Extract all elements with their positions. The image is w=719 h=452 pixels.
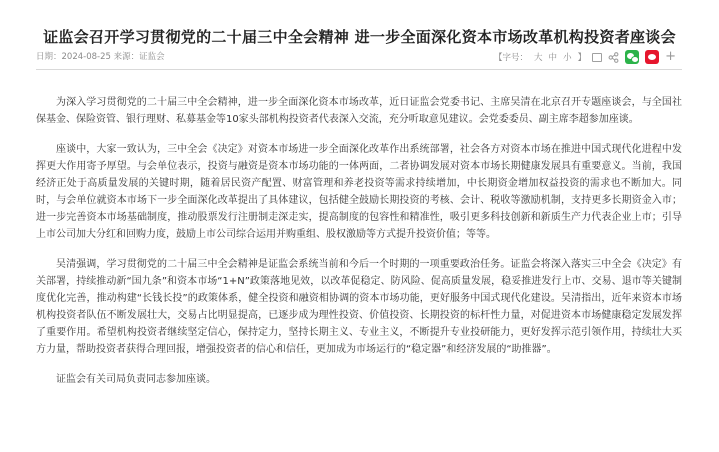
font-size-label: 【字号： <box>494 53 529 63</box>
article-tools <box>494 48 682 66</box>
article-paragraph: 为深入学习贯彻党的二十届三中全会精神，进一步全面深化资本市场改革，近日证监会党委书记、主席吴清在北京召开专题座谈会，与全国社保基金、保险资管、银行理财、私募基金等10家头部机构投资者代表深入交流，充分听取意见建议。会党委委员、副主席李超参加座谈。 <box>36 97 682 125</box>
date-label: 日期： <box>36 52 62 62</box>
font-size-medium-button[interactable]: 中 <box>548 53 558 63</box>
article-meta-bar <box>36 48 682 68</box>
article-paragraph: 座谈中，大家一致认为，三中全会《决定》对资本市场进一步全面深化改革作出系统部署，社会各方对资本市场在推进中国式现代化进程中发挥更大作用寄予厚望。与会单位表示，投资与融资是资本市场功能的一体两面，二者协调发展对资本市场长期健康发展具有重要意义。当前，我国经济正处于高质量发展的关键时期，随着居民资产配置、财富管理和养老投资等需求持续增加，中长期资金增加权益投资的需求也不断加大。同时，与会单位就资本市场下一步全面深化改革提出了具体建议，包括健全鼓励长期投资的考核、会计、税收等激励机制，支持更多长期资金入市；进一步完善资本市场基础制度，推动股票发行注册制走深走实，提高制度的包容性和精准性，吸引更多科技创新和新质生产力代表企业上市；引导上市公司加大分红和回购力度，鼓励上市公司综合运用并购重组、股权激励等方式提升投资价值；等等。 <box>36 144 682 240</box>
source-label: 来源： <box>113 52 140 62</box>
font-size-large-button[interactable]: 大 <box>534 53 543 63</box>
more-icon[interactable]: + <box>665 49 676 64</box>
article-body <box>36 94 682 401</box>
article-paragraph: 吴清强调，学习贯彻党的二十届三中全会精神是证监会系统当前和今后一个时期的一项重要政治任务。证监会将深入落实三中全会《决定》有关部署，持续推动新“国九条”和资本市场“1+N”政策落地见效，以改革促稳定、防风险、促高质量发展，稳妥推进发行上市、交易、退市等关键制度优化完善，推动构建“长钱长投”的政策体系，健全投资和融资相协调的资本市场功能，更好服务中国式现代化建设。吴清指出，近年来资本市场机构投资者队伍不断发展壮大，交易占比明显提高，已逐步成为理性投资、价值投资、长期投资的标杆性力量，对促进资本市场健康稳定发展发挥了重要作用。希望机构投资者继续坚定信心，保持定力，坚持长期主义、专业主义，不断提升专业投研能力，更好发挥示范引领作用，持续壮大买方力量，帮助投资者获得合理回报，增强投资者的信心和信任，更加成为市场运行的“稳定器”和经济发展的“助推器”。 <box>36 259 682 355</box>
font-size-close: 】 <box>577 53 587 63</box>
article-meta <box>36 50 165 62</box>
wechat-icon[interactable] <box>625 50 639 64</box>
divider <box>36 69 682 70</box>
source-name: 证监会 <box>139 52 165 62</box>
font-size-small-button[interactable]: 小 <box>563 53 572 63</box>
article-title: 证监会召开学习贯彻党的二十届三中全会精神 进一步全面深化资本市场改革机构投资者座谈会 <box>43 28 676 46</box>
share-icon[interactable] <box>608 52 619 63</box>
publish-date: 2024-08-25 <box>61 52 111 62</box>
print-icon[interactable] <box>592 53 602 62</box>
weibo-icon[interactable] <box>645 50 659 64</box>
article-paragraph: 证监会有关司局负责同志参加座谈。 <box>56 374 216 385</box>
